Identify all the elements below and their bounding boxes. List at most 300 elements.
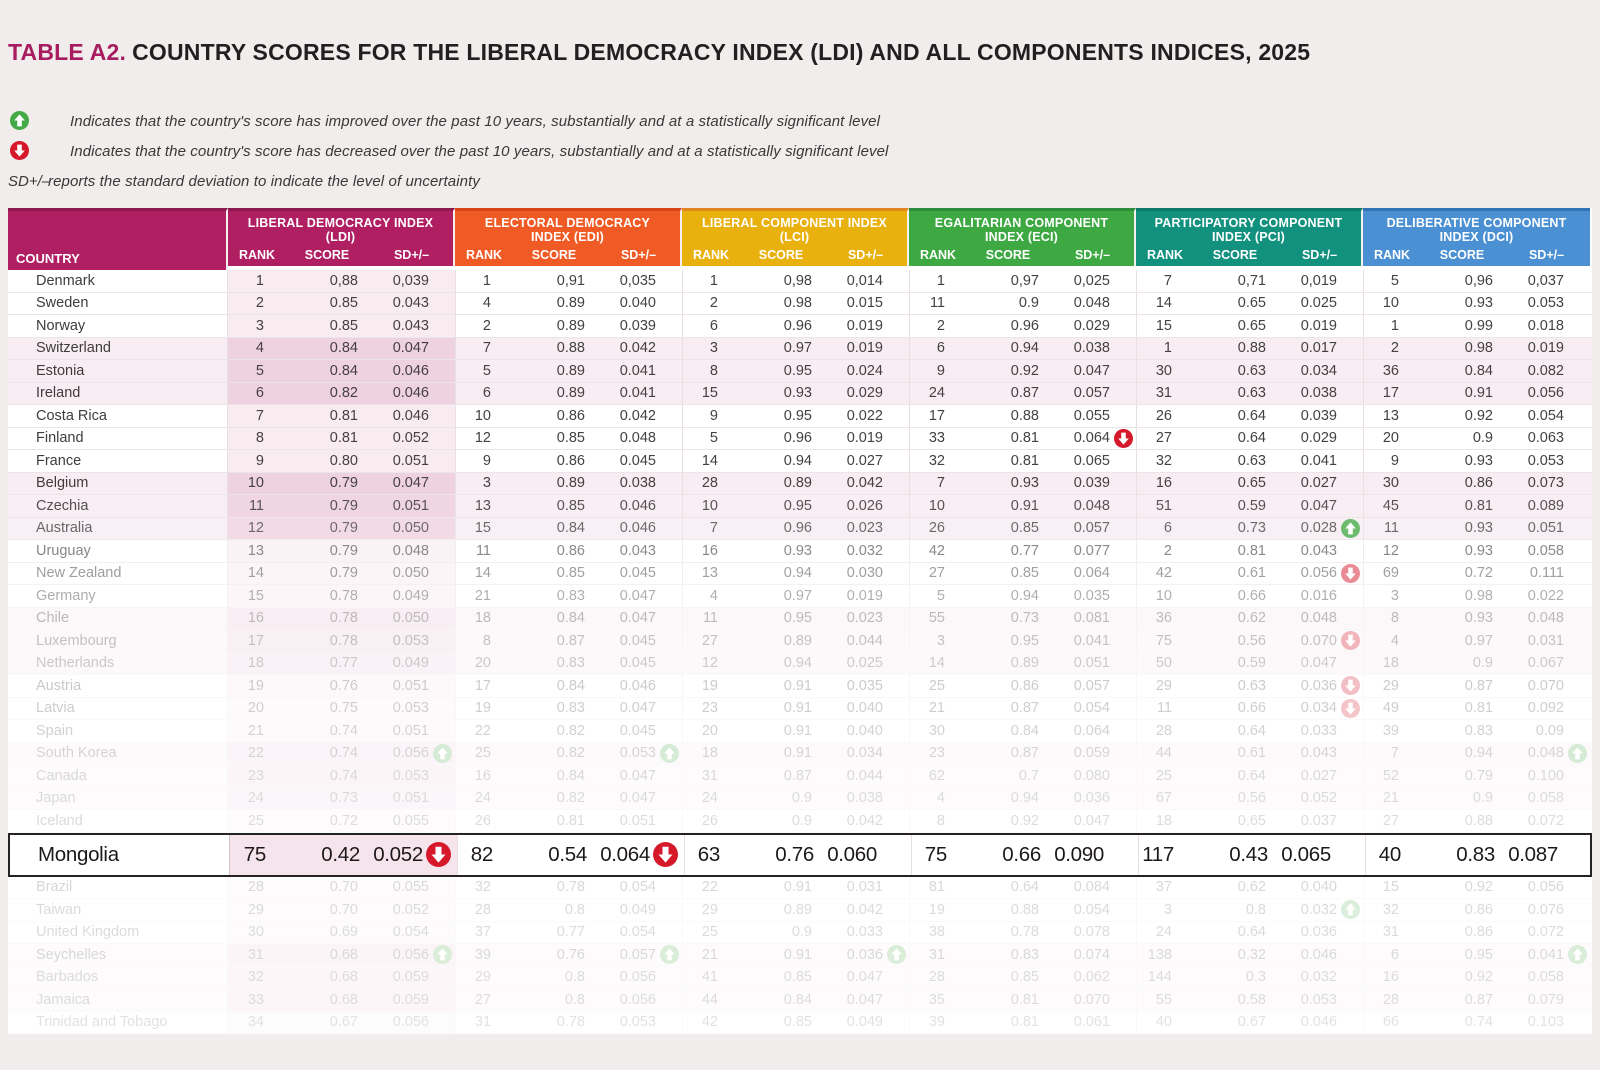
dci-score-value: 0.84 (1464, 362, 1493, 379)
lci-sd-value: 0.044 (846, 632, 883, 649)
edi-sd-value: 0.045 (619, 565, 656, 582)
eci-score-value: 0.96 (1010, 317, 1039, 334)
pci-score-value: 0.66 (1237, 700, 1266, 717)
pci-rank-value: 6 (1136, 518, 1192, 540)
pci-rank-value: 29 (1136, 675, 1192, 697)
dci-rank-value: 29 (1363, 675, 1419, 697)
legend-text-sd: reports the standard deviation to indicate the level of uncertainty (48, 172, 480, 190)
lci-score-value: 0.76 (775, 842, 814, 866)
dci-rank-value: 15 (1363, 877, 1419, 899)
ldi-scores-table (8, 208, 1592, 1034)
table-row (8, 675, 1592, 698)
edi-sd-value: 0.040 (619, 295, 656, 312)
eci-rank-value: 30 (909, 720, 965, 742)
ldi-score-value: 0.77 (284, 653, 366, 675)
up-arrow-icon (433, 945, 452, 964)
pci-rank-value: 28 (1136, 720, 1192, 742)
column-group-title-dci: DELIBERATIVE COMPONENT INDEX (DCI) (1386, 216, 1567, 244)
legend-item-decreased (8, 136, 1592, 166)
edi-sd-value: 0.064 (595, 835, 684, 875)
improved-up-arrow-icon (10, 111, 30, 131)
ldi-sd-value: 0.043 (366, 315, 455, 337)
eci-sd-value: 0.074 (1073, 946, 1110, 963)
column-group-header-lci (682, 208, 909, 266)
pci-score-value: 0.61 (1237, 565, 1266, 582)
pci-rank-value: 30 (1136, 360, 1192, 382)
dci-sd-value: 0.048 (1527, 610, 1564, 627)
eci-rank-value: 35 (909, 989, 965, 1011)
table-row (8, 743, 1592, 766)
lci-sd-value: 0.023 (846, 610, 883, 627)
ldi-rank-value: 16 (228, 608, 284, 630)
ldi-score-value: 0.73 (284, 788, 366, 810)
ldi-score-value: 0.81 (284, 428, 366, 450)
down-arrow-icon (1341, 631, 1360, 650)
dci-sd-value: 0.022 (1527, 587, 1564, 604)
ldi-rank-value: 28 (228, 877, 284, 899)
eci-rank-value: 1 (909, 270, 965, 292)
eci-rank-value: 75 (911, 835, 967, 875)
eci-score-value: 0.81 (1010, 452, 1039, 469)
edi-rank-value: 17 (455, 675, 511, 697)
lci-sd-value: 0.026 (846, 497, 883, 514)
ldi-rank-value: 10 (228, 473, 284, 495)
ldi-score-value: 0.74 (284, 765, 366, 787)
edi-score-value: 0.54 (548, 842, 587, 866)
dci-score-value: 0.88 (1464, 812, 1493, 829)
up-arrow-icon (1341, 900, 1360, 919)
edi-rank-value: 37 (455, 922, 511, 944)
lci-rank-value: 4 (682, 585, 738, 607)
pci-score-value: 0.59 (1237, 655, 1266, 672)
edi-score-value: 0.82 (556, 722, 585, 739)
lci-sd-value: 0.029 (846, 385, 883, 402)
lci-score-value: 0.96 (783, 430, 812, 447)
eci-sd-value: 0.055 (1073, 407, 1110, 424)
pci-rank-value: 15 (1136, 315, 1192, 337)
pci-score-value: 0.63 (1237, 362, 1266, 379)
table-number-label: TABLE A2. (8, 39, 127, 65)
pci-sd-value: 0.070 (1274, 630, 1363, 652)
column-sub-headers-eci (909, 248, 1134, 266)
pci-rank-value: 75 (1136, 630, 1192, 652)
dci-rank-value: 21 (1363, 788, 1419, 810)
ldi-rank-value: 24 (228, 788, 284, 810)
edi-score-value: 0.85 (556, 430, 585, 447)
ldi-score-value: 0.84 (284, 338, 366, 360)
lci-sd-value: 0.042 (846, 812, 883, 829)
ldi-rank-value: 14 (228, 563, 284, 585)
edi-rank-value: 39 (455, 944, 511, 966)
ldi-rank-value: 2 (228, 293, 284, 315)
lci-score-value: 0.95 (783, 407, 812, 424)
dci-rank-value: 7 (1363, 743, 1419, 765)
dci-score-value: 0.81 (1464, 700, 1493, 717)
pci-score-value: 0.67 (1237, 1014, 1266, 1031)
pci-score-value: 0.63 (1237, 385, 1266, 402)
dci-sd-value: 0.079 (1527, 991, 1564, 1008)
eci-sd-value: 0.064 (1073, 722, 1110, 739)
eci-sd-value: 0.039 (1073, 475, 1110, 492)
eci-score-value: 0.77 (1010, 542, 1039, 559)
country-name: Mongolia (10, 835, 230, 875)
ldi-sd-value: 0.046 (366, 360, 455, 382)
edi-rank-value: 11 (455, 540, 511, 562)
eci-score-value: 0.7 (1018, 767, 1039, 784)
rank-column-header: RANK (1146, 248, 1184, 262)
ldi-rank-value: 30 (228, 922, 284, 944)
lci-sd-value: 0.047 (846, 991, 883, 1008)
dci-sd-value: 0.031 (1527, 632, 1564, 649)
page-title (8, 38, 1592, 66)
eci-rank-value: 5 (909, 585, 965, 607)
lci-score-value: 0.91 (783, 946, 812, 963)
lci-score-value: 0.94 (783, 452, 812, 469)
table-row (8, 383, 1592, 406)
sd-column-header: SD+/– (1074, 248, 1111, 262)
edi-score-value: 0.8 (564, 901, 585, 918)
dci-score-value: 0.81 (1464, 497, 1493, 514)
lci-sd-value: 0.032 (846, 542, 883, 559)
dci-sd-value: 0.053 (1527, 452, 1564, 469)
pci-rank-value: 67 (1136, 788, 1192, 810)
up-arrow-icon (433, 744, 452, 763)
country-name: Costa Rica (8, 405, 228, 427)
country-name: New Zealand (8, 563, 228, 585)
ldi-score-value: 0.68 (284, 967, 366, 989)
ldi-sd-value: 0.056 (366, 944, 455, 966)
legend-text-decreased: Indicates that the country's score has decreased over the past 10 years, substantially and at a statistically significant level (70, 142, 889, 160)
lci-score-value: 0.96 (783, 520, 812, 537)
ldi-rank-value: 15 (228, 585, 284, 607)
table-row (8, 630, 1592, 653)
lci-rank-value: 13 (682, 563, 738, 585)
eci-rank-value: 19 (909, 899, 965, 921)
ldi-rank-value: 29 (228, 899, 284, 921)
lci-sd-value: 0.038 (846, 790, 883, 807)
pci-sd-value: 0.047 (1300, 655, 1337, 672)
down-arrow-icon (10, 141, 29, 160)
ldi-score-value: 0.74 (284, 743, 366, 765)
pci-sd-value: 0.017 (1300, 340, 1337, 357)
column-group-title-edi: ELECTORAL DEMOCRACY INDEX (EDI) (484, 216, 651, 244)
lci-sd-value: 0.027 (846, 452, 883, 469)
lci-rank-value: 24 (682, 788, 738, 810)
pci-score-value: 0.43 (1229, 842, 1268, 866)
dci-score-value: 0.92 (1464, 969, 1493, 986)
lci-rank-value: 25 (682, 922, 738, 944)
pci-rank-value: 117 (1138, 835, 1194, 875)
eci-sd-value: 0.062 (1073, 969, 1110, 986)
ldi-rank-value: 4 (228, 338, 284, 360)
country-name: Taiwan (8, 899, 228, 921)
dci-sd-value: 0.041 (1501, 944, 1590, 966)
ldi-score-value: 0.42 (286, 835, 368, 875)
pci-rank-value: 31 (1136, 383, 1192, 405)
edi-score-value: 0.86 (556, 407, 585, 424)
eci-rank-value: 10 (909, 495, 965, 517)
edi-score-value: 0.84 (556, 677, 585, 694)
ldi-rank-value: 13 (228, 540, 284, 562)
country-name: Trinidad and Tobago (8, 1012, 228, 1034)
eci-rank-value: 2 (909, 315, 965, 337)
edi-rank-value: 6 (455, 383, 511, 405)
ldi-score-value: 0.74 (284, 720, 366, 742)
edi-rank-value: 5 (455, 360, 511, 382)
up-arrow-icon (1568, 744, 1587, 763)
lci-sd-value: 0.019 (846, 317, 883, 334)
score-column-header: SCORE (985, 248, 1031, 262)
dci-score-value: 0.93 (1464, 542, 1493, 559)
edi-score-value: 0.89 (556, 475, 585, 492)
edi-sd-value: 0.049 (619, 901, 656, 918)
dci-score-value: 0,96 (1464, 272, 1493, 289)
country-name: Austria (8, 675, 228, 697)
ldi-rank-value: 5 (228, 360, 284, 382)
lci-score-value: 0.85 (783, 969, 812, 986)
edi-score-value: 0.83 (556, 655, 585, 672)
eci-sd-value: 0.048 (1073, 497, 1110, 514)
lci-rank-value: 28 (682, 473, 738, 495)
pci-sd-value: 0.048 (1300, 610, 1337, 627)
table-row (8, 1012, 1592, 1035)
edi-score-value: 0.82 (556, 790, 585, 807)
table-row (8, 788, 1592, 811)
eci-rank-value: 31 (909, 944, 965, 966)
eci-sd-value: 0.077 (1073, 542, 1110, 559)
dci-score-value: 0.74 (1464, 1014, 1493, 1031)
country-name: Brazil (8, 877, 228, 899)
down-arrow-icon (653, 842, 678, 867)
ldi-rank-value: 32 (228, 967, 284, 989)
lci-score-value: 0.97 (783, 587, 812, 604)
sd-column-header: SD+/– (1301, 248, 1338, 262)
eci-rank-value: 28 (909, 967, 965, 989)
eci-rank-value: 11 (909, 293, 965, 315)
lci-rank-value: 41 (682, 967, 738, 989)
edi-score-value: 0.85 (556, 497, 585, 514)
lci-sd-value: 0.030 (846, 565, 883, 582)
ldi-score-value: 0.76 (284, 675, 366, 697)
ldi-sd-value: 0.051 (366, 495, 455, 517)
pci-sd-value: 0.027 (1300, 767, 1337, 784)
ldi-rank-value: 25 (228, 810, 284, 832)
table-row (8, 944, 1592, 967)
table-row (8, 338, 1592, 361)
edi-rank-value: 20 (455, 653, 511, 675)
table-title-text: COUNTRY SCORES FOR THE LIBERAL DEMOCRACY INDEX (LDI) AND ALL COMPONENTS INDICES, 2025 (132, 39, 1311, 65)
eci-rank-value: 42 (909, 540, 965, 562)
country-name: Spain (8, 720, 228, 742)
eci-score-value: 0.87 (1010, 700, 1039, 717)
dci-rank-value: 10 (1363, 293, 1419, 315)
dci-sd-value: 0.070 (1527, 677, 1564, 694)
lci-rank-value: 21 (682, 944, 738, 966)
pci-rank-value: 42 (1136, 563, 1192, 585)
eci-score-value: 0.92 (1010, 812, 1039, 829)
lci-score-value: 0.93 (783, 385, 812, 402)
lci-rank-value: 10 (682, 495, 738, 517)
edi-sd-value: 0.046 (619, 520, 656, 537)
lci-sd-value: 0.022 (846, 407, 883, 424)
edi-rank-value: 1 (455, 270, 511, 292)
pci-score-value: 0.56 (1237, 790, 1266, 807)
ldi-sd-value: 0.052 (368, 835, 457, 875)
edi-rank-value: 7 (455, 338, 511, 360)
column-sub-headers-lci (682, 248, 907, 266)
ldi-score-value: 0.79 (284, 540, 366, 562)
eci-score-value: 0.95 (1010, 632, 1039, 649)
ldi-sd-value: 0.053 (366, 630, 455, 652)
edi-sd-value: 0.047 (619, 700, 656, 717)
table-row (8, 360, 1592, 383)
edi-sd-value: 0.047 (619, 610, 656, 627)
table-body (8, 270, 1592, 1034)
edi-sd-value: 0.045 (619, 722, 656, 739)
ldi-sd-value: 0.047 (366, 338, 455, 360)
pci-score-value: 0.63 (1237, 452, 1266, 469)
lci-rank-value: 11 (682, 608, 738, 630)
lci-rank-value: 14 (682, 450, 738, 472)
pci-score-value: 0.64 (1237, 430, 1266, 447)
edi-score-value: 0.89 (556, 362, 585, 379)
lci-sd-value: 0.049 (846, 1014, 883, 1031)
eci-rank-value: 23 (909, 743, 965, 765)
pci-score-value: 0.65 (1237, 317, 1266, 334)
eci-score-value: 0.89 (1010, 655, 1039, 672)
ldi-score-value: 0.78 (284, 608, 366, 630)
dci-score-value: 0.93 (1464, 520, 1493, 537)
edi-score-value: 0.83 (556, 587, 585, 604)
lci-rank-value: 8 (682, 360, 738, 382)
eci-sd-value: 0.057 (1073, 385, 1110, 402)
dci-sd-value: 0.053 (1527, 295, 1564, 312)
dci-rank-value: 31 (1363, 922, 1419, 944)
pci-score-value: 0.65 (1237, 812, 1266, 829)
dci-rank-value: 9 (1363, 450, 1419, 472)
country-name: Japan (8, 788, 228, 810)
dci-score-value: 0.86 (1464, 475, 1493, 492)
ldi-sd-value: 0.043 (366, 293, 455, 315)
table-row (8, 698, 1592, 721)
pci-rank-value: 26 (1136, 405, 1192, 427)
pci-sd-value: 0.019 (1300, 317, 1337, 334)
country-name: Barbados (8, 967, 228, 989)
country-name: Iceland (8, 810, 228, 832)
lci-score-value: 0.95 (783, 610, 812, 627)
column-group-header-dci (1363, 208, 1590, 266)
country-name: France (8, 450, 228, 472)
dci-rank-value: 49 (1363, 698, 1419, 720)
lci-rank-value: 29 (682, 899, 738, 921)
edi-score-value: 0.82 (556, 745, 585, 762)
dci-sd-value: 0.063 (1527, 430, 1564, 447)
edi-sd-value: 0,035 (619, 272, 656, 289)
eci-rank-value: 62 (909, 765, 965, 787)
dci-sd-value: 0.089 (1527, 497, 1564, 514)
pci-score-value: 0.73 (1237, 520, 1266, 537)
pci-score-value: 0.65 (1237, 295, 1266, 312)
ldi-sd-value: 0.050 (366, 608, 455, 630)
lci-rank-value: 22 (682, 877, 738, 899)
ldi-sd-value: 0.054 (366, 922, 455, 944)
edi-score-value: 0.89 (556, 317, 585, 334)
ldi-score-value: 0.69 (284, 922, 366, 944)
pci-sd-value: 0.036 (1274, 675, 1363, 697)
edi-sd-value: 0.045 (619, 632, 656, 649)
dci-rank-value: 30 (1363, 473, 1419, 495)
dci-score-value: 0.83 (1456, 842, 1495, 866)
eci-sd-value: 0.035 (1073, 587, 1110, 604)
eci-rank-value: 27 (909, 563, 965, 585)
country-name: Switzerland (8, 338, 228, 360)
ldi-score-value: 0.70 (284, 899, 366, 921)
pci-rank-value: 32 (1136, 450, 1192, 472)
dci-score-value: 0.93 (1464, 452, 1493, 469)
eci-sd-value: 0.064 (1047, 428, 1136, 450)
country-name: Jamaica (8, 989, 228, 1011)
eci-score-value: 0.94 (1010, 340, 1039, 357)
dci-score-value: 0.98 (1464, 587, 1493, 604)
pci-score-value: 0.64 (1237, 924, 1266, 941)
country-column-header: COUNTRY (8, 208, 228, 270)
dci-sd-value: 0.058 (1527, 542, 1564, 559)
dci-score-value: 0.94 (1464, 745, 1493, 762)
eci-sd-value: 0.080 (1073, 767, 1110, 784)
ldi-score-value: 0.81 (284, 405, 366, 427)
lci-score-value: 0.9 (791, 924, 812, 941)
pci-rank-value: 50 (1136, 653, 1192, 675)
lci-score-value: 0.91 (783, 745, 812, 762)
eci-score-value: 0.66 (1002, 842, 1041, 866)
lci-sd-value: 0.044 (846, 767, 883, 784)
dci-score-value: 0.91 (1464, 385, 1493, 402)
ldi-score-value: 0.79 (284, 518, 366, 540)
lci-sd-value: 0.036 (820, 944, 909, 966)
lci-sd-value: 0.019 (846, 340, 883, 357)
pci-score-value: 0.58 (1237, 991, 1266, 1008)
dci-rank-value: 6 (1363, 944, 1419, 966)
edi-sd-value: 0.047 (619, 587, 656, 604)
pci-sd-value: 0.036 (1300, 924, 1337, 941)
pci-sd-value: 0.029 (1300, 430, 1337, 447)
edi-rank-value: 8 (455, 630, 511, 652)
dci-rank-value: 69 (1363, 563, 1419, 585)
down-arrow-icon (1114, 429, 1133, 448)
edi-score-value: 0.84 (556, 610, 585, 627)
ldi-sd-value: 0.052 (366, 428, 455, 450)
pci-score-value: 0.59 (1237, 497, 1266, 514)
edi-score-value: 0.77 (556, 924, 585, 941)
edi-rank-value: 10 (455, 405, 511, 427)
pci-rank-value: 11 (1136, 698, 1192, 720)
lci-rank-value: 23 (682, 698, 738, 720)
lci-rank-value: 1 (682, 270, 738, 292)
dci-sd-value: 0.103 (1527, 1014, 1564, 1031)
dci-sd-value: 0.048 (1501, 743, 1590, 765)
country-name: Belgium (8, 473, 228, 495)
lci-score-value: 0.9 (791, 790, 812, 807)
ldi-score-value: 0.82 (284, 383, 366, 405)
pci-rank-value: 25 (1136, 765, 1192, 787)
eci-score-value: 0.85 (1010, 520, 1039, 537)
edi-sd-value: 0.038 (619, 475, 656, 492)
ldi-sd-value: 0.047 (366, 473, 455, 495)
eci-rank-value: 81 (909, 877, 965, 899)
eci-score-value: 0.83 (1010, 946, 1039, 963)
ldi-score-value: 0.79 (284, 563, 366, 585)
edi-score-value: 0.89 (556, 295, 585, 312)
